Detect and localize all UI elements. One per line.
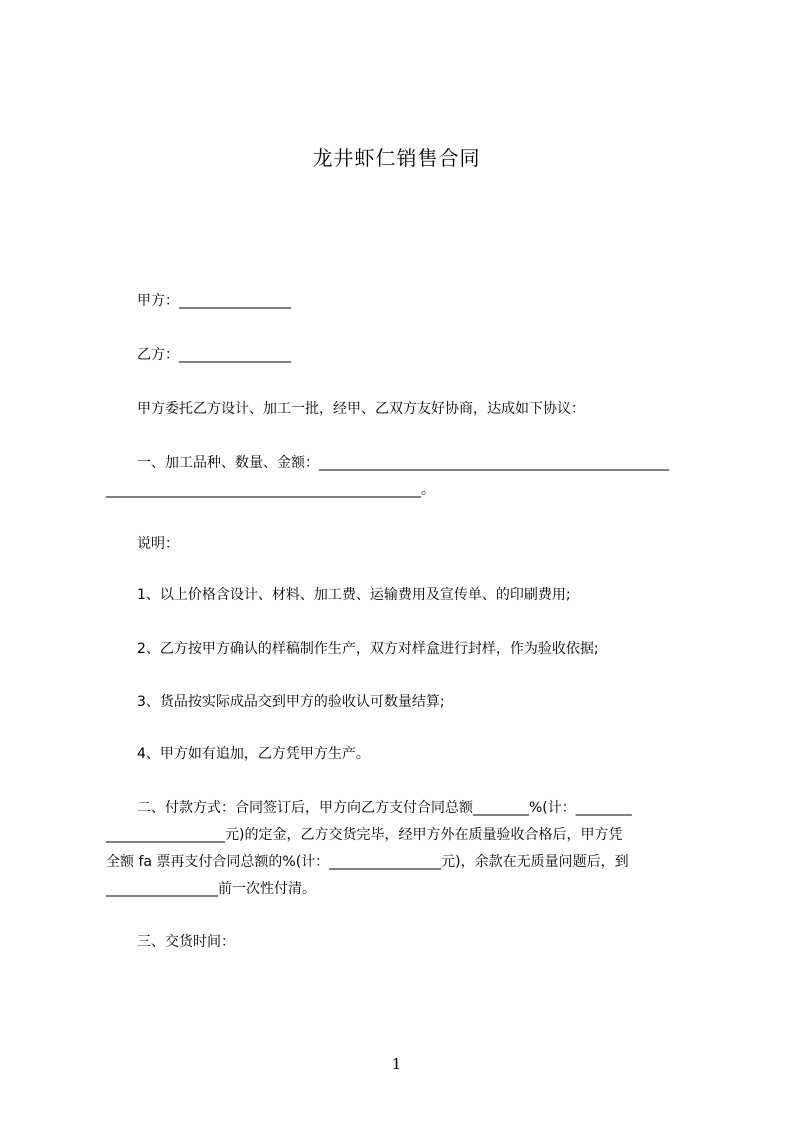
section1-line1: 一、加工品种、数量、金额：__________________________________________________ (137, 455, 669, 471)
document-title: 龙井虾仁销售合同 (312, 146, 481, 170)
section3-heading: 三、交货时间： (137, 934, 235, 950)
intro-paragraph: 甲方委托乙方设计、加工一批，经甲、乙双方友好协商，达成如下协议： (137, 401, 585, 417)
section2-line1: 二、付款方式：合同签订后，甲方向乙方支付合同总额________%(计：________ (137, 800, 632, 816)
section2-line3: 全额 fa 票再支付合同总额的%(计：________________元)，余款在无质量问题后，到 (106, 854, 629, 870)
party-b-line: 乙方：________________ (137, 347, 291, 363)
note-item-2: 2、乙方按甲方确认的样稿制作生产，双方对样盒进行封样，作为验收依据; (137, 641, 599, 657)
section2-line2: _________________元)的定金，乙方交货完毕，经甲方外在质量验收合格后，甲方凭 (106, 827, 623, 843)
note-item-1: 1、以上价格含设计、材料、加工费、运输费用及宣传单、的印刷费用; (137, 587, 571, 603)
notes-heading: 说明： (137, 536, 179, 552)
party-a-line: 甲方：________________ (137, 293, 291, 309)
section2-line4: ________________前一次性付清。 (106, 881, 316, 897)
page-number: 1 (391, 1055, 402, 1073)
note-item-3: 3、货品按实际成品交到甲方的验收认可数量结算; (137, 694, 445, 710)
section1-line2: _____________________________________________。 (106, 482, 435, 498)
note-item-4: 4、甲方如有追加，乙方凭甲方生产。 (137, 746, 370, 762)
